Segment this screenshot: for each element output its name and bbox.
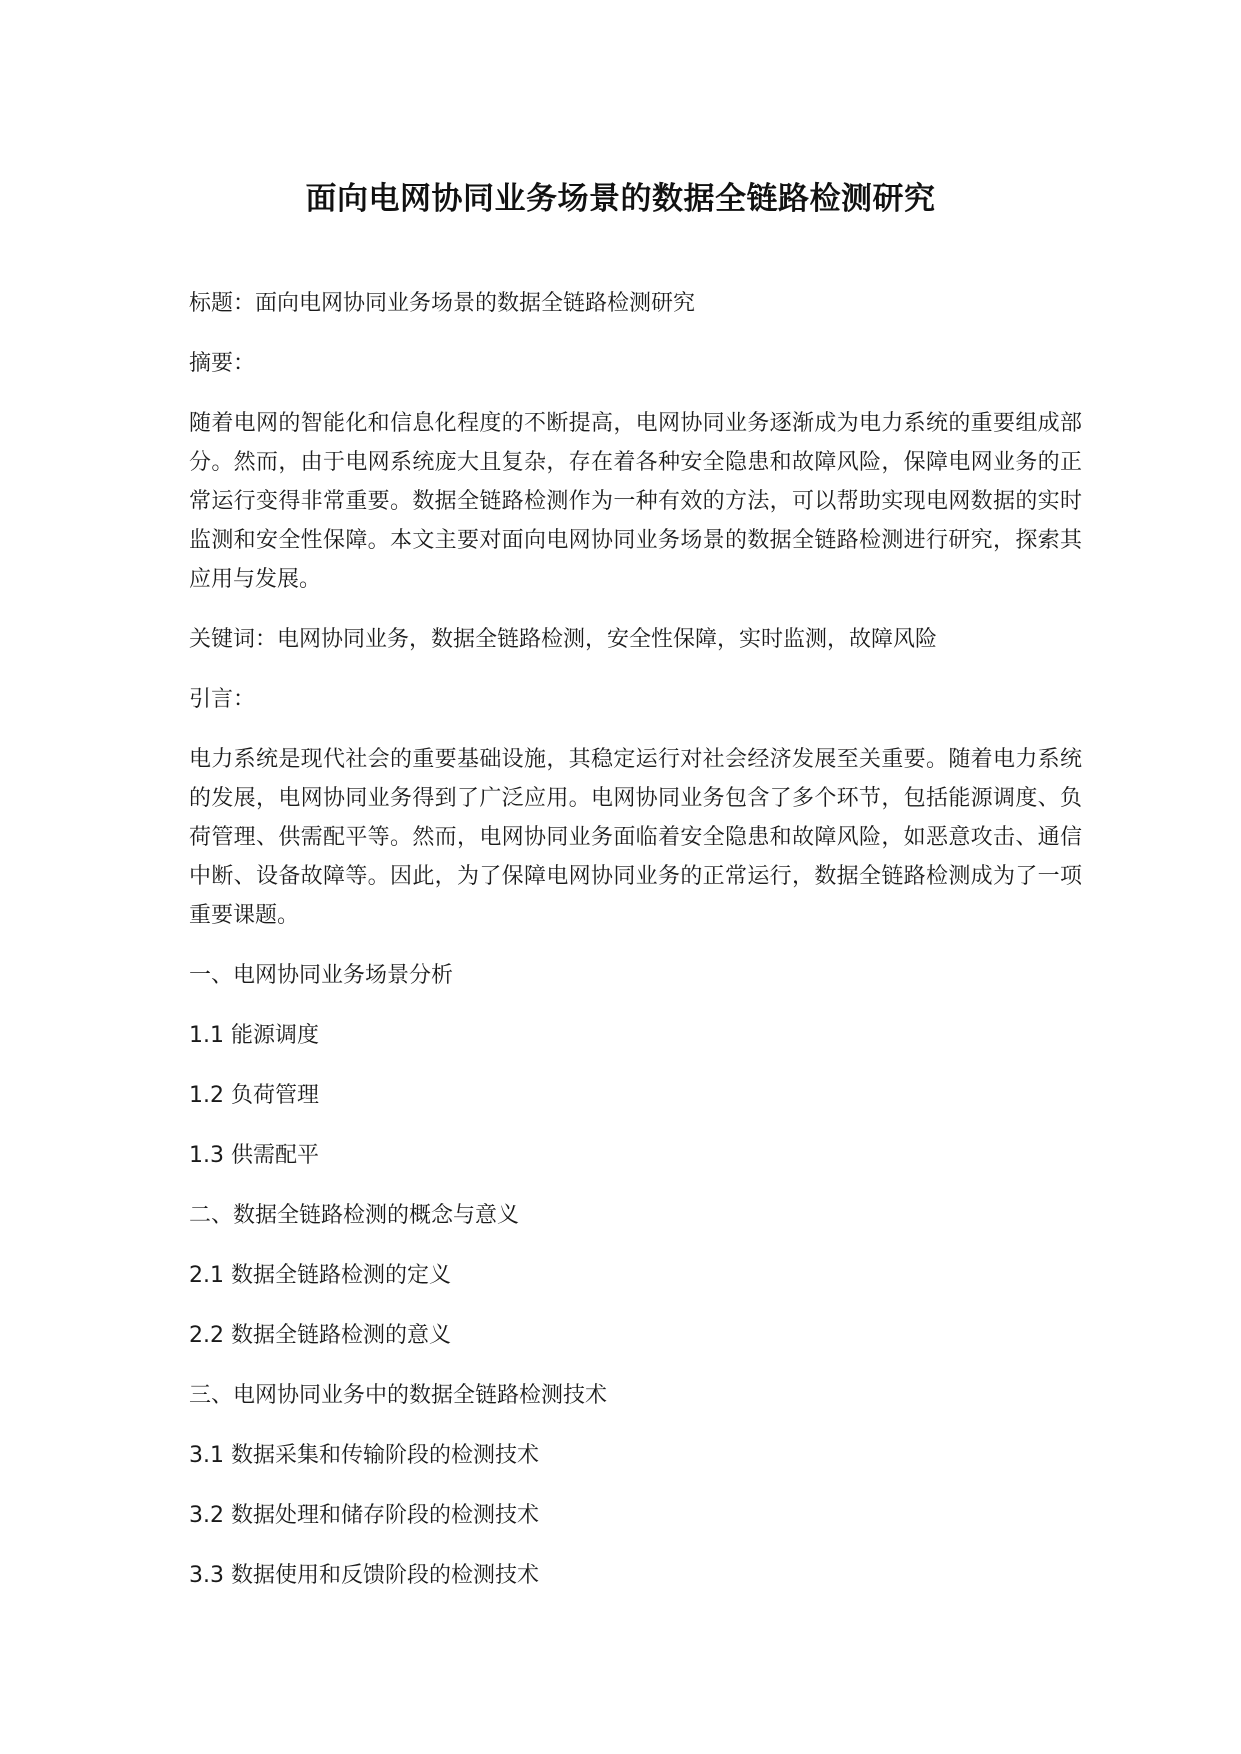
subsection-3-2: 3.2 数据处理和储存阶段的检测技术 — [189, 1503, 539, 1528]
subsection-3-3: 3.3 数据使用和反馈阶段的检测技术 — [189, 1563, 539, 1588]
abstract-paragraph: 随着电网的智能化和信息化程度的不断提高，电网协同业务逐渐成为电力系统的重要组成部分。然而，由于电网系统庞大且复杂，存在着各种安全隐患和故障风险，保障电网业务的正常运行变得非常重要。数据全链路检测作为一种有效的方法，可以帮助实现电网数据的实时监测和安全性保障。本文主要对面向电网协同业务场景的数据全链路检测进行研究，探索其应用与发展。 — [189, 411, 1082, 592]
subsection-2-1: 2.1 数据全链路检测的定义 — [189, 1263, 451, 1288]
section-heading-1: 一、电网协同业务场景分析 — [189, 963, 454, 988]
abstract-heading: 摘要： — [189, 351, 256, 376]
introduction-heading: 引言： — [189, 687, 256, 712]
document-title: 面向电网协同业务场景的数据全链路检测研究 — [305, 181, 936, 217]
subsection-1-3: 1.3 供需配平 — [189, 1143, 319, 1168]
title-line: 标题：面向电网协同业务场景的数据全链路检测研究 — [189, 291, 696, 316]
subsection-3-1: 3.1 数据采集和传输阶段的检测技术 — [189, 1443, 539, 1468]
section-heading-2: 二、数据全链路检测的概念与意义 — [189, 1203, 520, 1228]
keywords-line: 关键词：电网协同业务，数据全链路检测，安全性保障，实时监测，故障风险 — [189, 627, 938, 652]
subsection-1-1: 1.1 能源调度 — [189, 1023, 319, 1048]
subsection-1-2: 1.2 负荷管理 — [189, 1083, 319, 1108]
introduction-paragraph: 电力系统是现代社会的重要基础设施，其稳定运行对社会经济发展至关重要。随着电力系统的发展，电网协同业务得到了广泛应用。电网协同业务包含了多个环节，包括能源调度、负荷管理、供需配平等。然而，电网协同业务面临着安全隐患和故障风险，如恶意攻击、通信中断、设备故障等。因此，为了保障电网协同业务的正常运行，数据全链路检测成为了一项重要课题。 — [189, 747, 1082, 928]
document-body — [189, 284, 1082, 1616]
subsection-2-2: 2.2 数据全链路检测的意义 — [189, 1323, 451, 1348]
section-heading-3: 三、电网协同业务中的数据全链路检测技术 — [189, 1383, 608, 1408]
